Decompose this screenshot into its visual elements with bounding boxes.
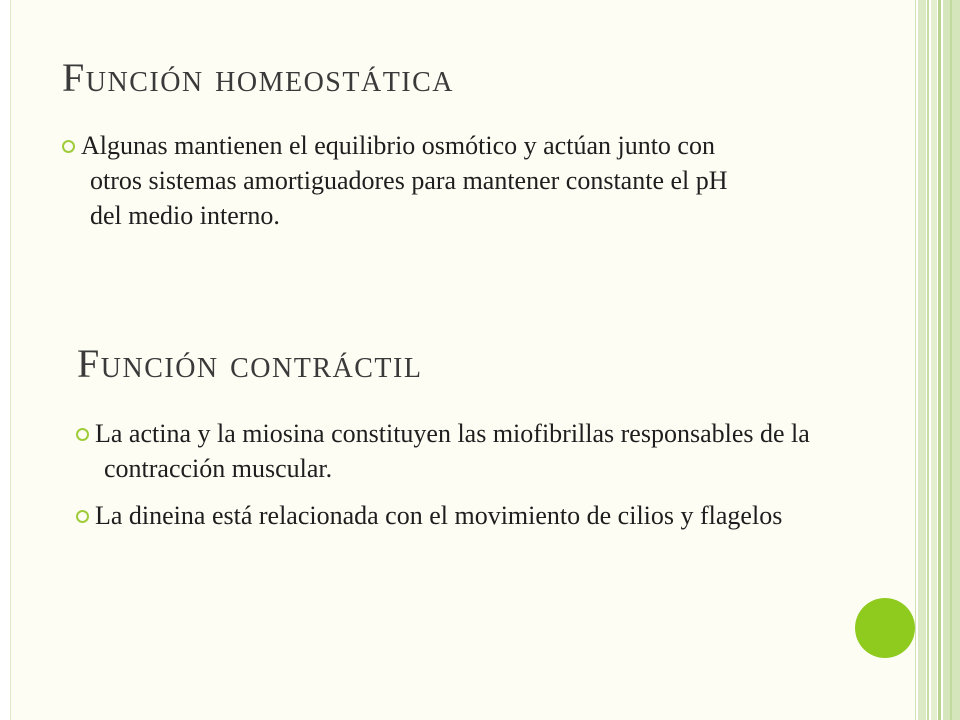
contractile-bullet-list bbox=[76, 416, 846, 545]
side-stripe bbox=[938, 0, 941, 720]
heading-contractile-function: Función contráctil bbox=[77, 341, 423, 386]
side-stripe bbox=[927, 0, 929, 720]
bullet-circle-icon bbox=[76, 510, 89, 523]
bullet-text: La actina y la miosina constituyen las miofibrillas responsables de la contracción muscular. bbox=[95, 419, 810, 483]
bullet-item bbox=[76, 498, 846, 533]
homeostatic-bullet-list bbox=[62, 128, 752, 245]
bullet-item bbox=[76, 416, 846, 486]
green-circle-icon bbox=[855, 598, 915, 658]
heading-homeostatic-function: Función homeostática bbox=[62, 55, 455, 100]
side-stripe bbox=[931, 0, 937, 720]
bullet-text: Algunas mantienen el equilibrio osmótico y actúan junto con otros sistemas amortiguadores para mantener constante el pH del medio interno. bbox=[81, 131, 728, 230]
side-stripe bbox=[918, 0, 926, 720]
bullet-text: La dineina está relacionada con el movimiento de cilios y flagelos bbox=[95, 501, 783, 530]
side-stripe bbox=[950, 0, 952, 720]
bullet-circle-icon bbox=[76, 428, 89, 441]
bullet-item bbox=[62, 128, 752, 233]
bullet-circle-icon bbox=[62, 140, 75, 153]
